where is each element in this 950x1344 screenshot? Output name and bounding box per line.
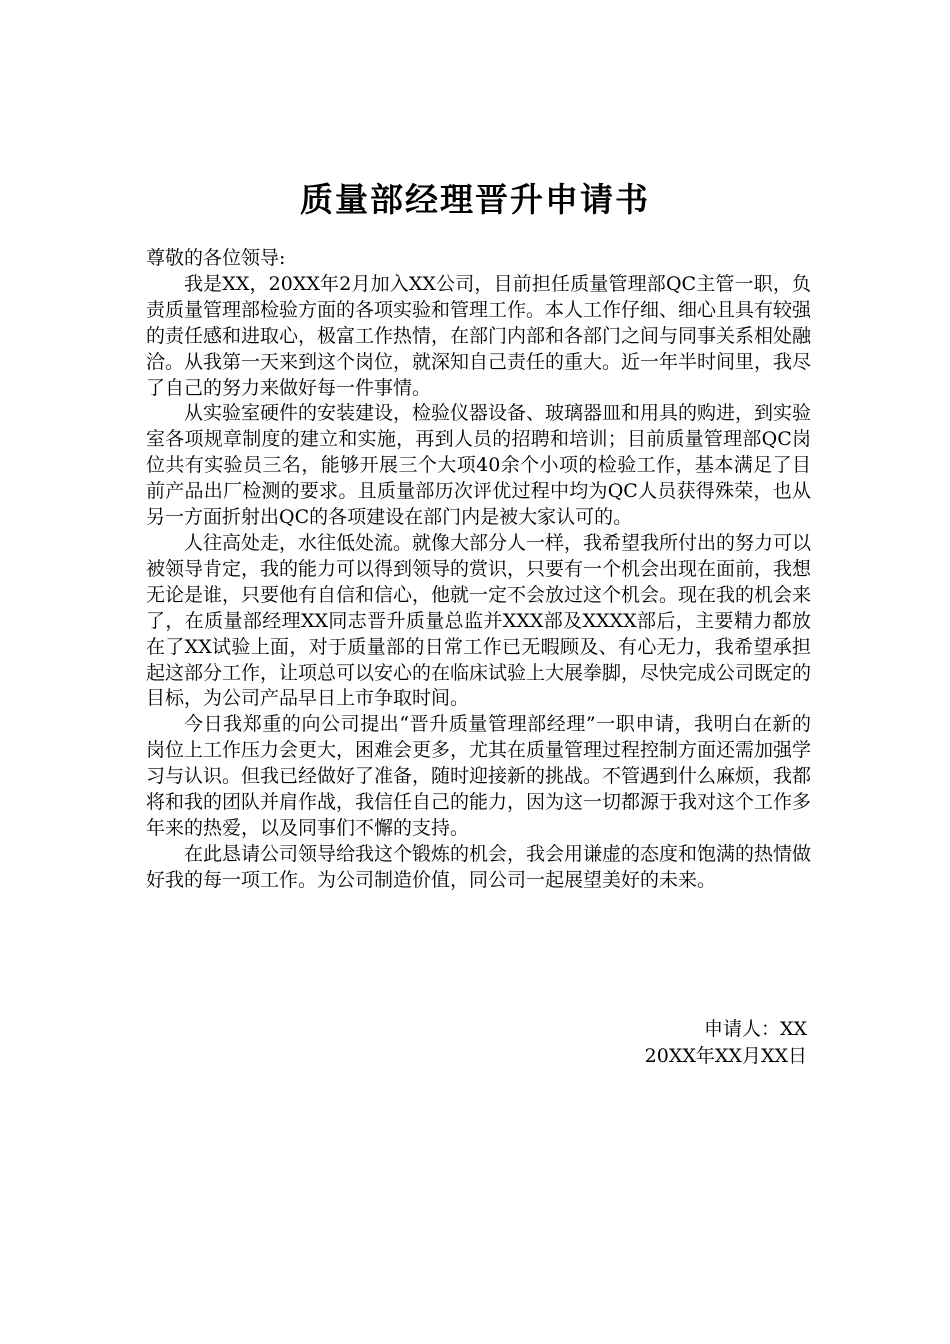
applicant-name: 申请人：XX (703, 1018, 807, 1040)
document-title: 质量部经理晋升申请书 (300, 180, 650, 219)
letter-body (146, 246, 811, 894)
paragraph-achievements: 从实验室硬件的安装建设，检验仪器设备、玻璃器皿和用具的购进，到实验室各项规章制度的建立和实施，再到人员的招聘和培训；目前质量管理部QC岗位共有实验员三名，能够开展三个大项40余个小项的检验工作，基本满足了目前产品出厂检测的要求。且质量部历次评优过程中均为QC人员获得殊荣，也从另一方面折射出QC的各项建设在部门内是被大家认可的。 (146, 402, 812, 529)
paragraph-closing: 在此恳请公司领导给我这个锻炼的机会，我会用谦虚的态度和饱满的热情做好我的每一项工作。为公司制造价值，同公司一起展望美好的未来。 (146, 842, 812, 891)
salutation: 尊敬的各位领导: (146, 247, 286, 269)
paragraph-application: 今日我郑重的向公司提出“晋升质量管理部经理”一职申请，我明白在新的岗位上工作压力会更大，困难会更多，尤其在质量管理过程控制方面还需加强学习与认识。但我已经做好了准备，随时迎接新的挑战。不管遇到什么麻烦，我都将和我的团队并肩作战，我信任自己的能力，因为这一切都源于我对这个工作多年来的热爱，以及同事们不懈的支持。 (146, 713, 812, 839)
paragraph-intro: 我是XX，20XX年2月加入XX公司，目前担任质量管理部QC主管一职，负责质量管理部检验方面的各项实验和管理工作。本人工作仔细、细心且具有较强的责任感和进取心，极富工作热情，在部门内部和各部门之间与同事关系相处融洽。从我第一天来到这个岗位，就深知自己责任的重大。近一年半时间里，我尽了自己的努力来做好每一件事情。 (146, 272, 812, 399)
signature-date: 20XX年XX月XX日 (644, 1045, 807, 1067)
paragraph-motivation: 人往高处走，水往低处流。就像大部分人一样，我希望我所付出的努力可以被领导肯定，我的能力可以得到领导的赏识，只要有一个机会出现在面前，我想无论是谁，只要他有自信和信心，他就一定不会放过这个机会。现在我的机会来了，在质量部经理XX同志晋升质量总监并XXX部及XXXX部后，主要精力都放在了XX试验上面，对于质量部的日常工作已无暇顾及、有心无力，我希望承担起这部分工作，让项总可以安心的在临床试验上大展拳脚，尽快完成公司既定的目标，为公司产品早日上市争取时间。 (146, 531, 812, 710)
signature-block (645, 1016, 807, 1070)
